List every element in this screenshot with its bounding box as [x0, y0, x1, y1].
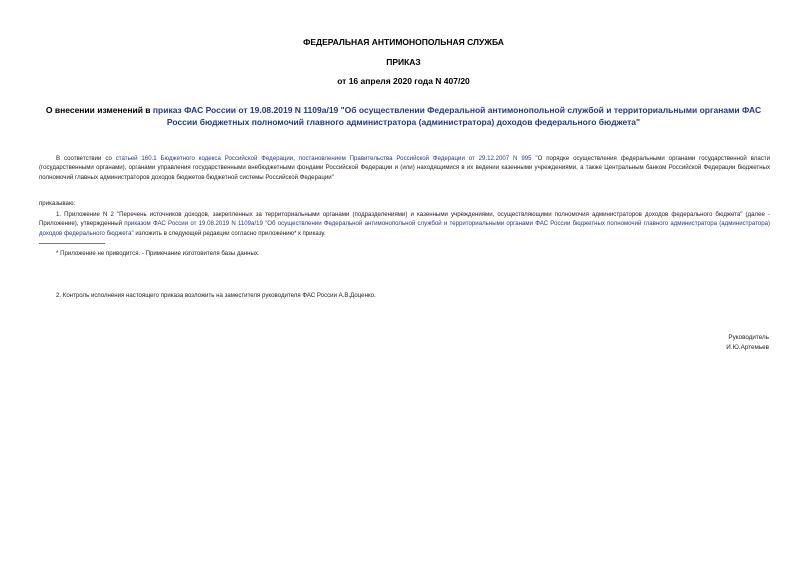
- document-type: ПРИКАЗ: [386, 57, 421, 67]
- document-title: [30, 104, 777, 128]
- item-1-paragraph: [39, 210, 770, 238]
- signature-position: Руководитель: [728, 334, 769, 341]
- preamble-link-budget-code[interactable]: статьей 160.1 Бюджетного кодекса Российской Федерации: [115, 155, 294, 162]
- preamble-link-resolution[interactable]: постановлением Правительства Российской Федерации от 29.12.2007 N 995: [298, 155, 532, 162]
- item-2-text: 2. Контроль исполнения настоящего приказа возложить на заместителя руководителя ФАС России А.В.Доценко.: [56, 292, 376, 299]
- footnote-divider: [39, 243, 105, 244]
- signature-name: И.Ю.Артемьев: [726, 344, 769, 351]
- item-1-link[interactable]: приказом ФАС России от 19.08.2019 N 1109а/19 "Об осуществлении Федеральной антимонопольной службой и территориальными органами ФАС России бюджетных полномочий главного администратора (администратора) доходов федерального бюджета": [39, 220, 770, 237]
- preamble-text-1: В соответствии со: [56, 155, 116, 162]
- item-1-text-2: изложить в следующей редакции согласно приложению* к приказу.: [133, 229, 326, 237]
- document-date-number: от 16 апреля 2020 года N 407/20: [337, 76, 470, 86]
- title-link[interactable]: приказ ФАС России от 19.08.2019 N 1109а/19 "Об осуществлении Федеральной антимонопольной службой и территориальными органами ФАС России бюджетных полномочий главного администратора (администратора) доходов федерального бюджета": [152, 105, 762, 127]
- item-2-paragraph: [39, 291, 770, 300]
- order-word: приказываю:: [39, 200, 76, 207]
- agency-name: ФЕДЕРАЛЬНАЯ АНТИМОНОПОЛЬНАЯ СЛУЖБА: [303, 37, 504, 47]
- preamble-text-2b: "О порядке осуществления федеральными органами государственной власти (государственными органами), органами управления государственными внебюджетными фондами Российской Федерации и (или) находящимися в их ведении казенными учреждениями, а также Центральным банком Российской Федерации бюджетных полномочий главных администраторов доходов бюджетов бюджетной системы Российской Федерации": [39, 155, 770, 181]
- preamble-paragraph: [39, 154, 770, 182]
- title-prefix: О внесении изменений в: [45, 105, 153, 115]
- item-1-text-1: 1. Приложение N 2 "Перечень источников доходов, закрепленных за территориальными органами (подразделениями) и казенными учреждениями, осуществляющими полномочия администраторов доходов федерального бюджета" (далее - Приложение), утвержденный: [39, 211, 770, 228]
- footnote: * Приложение не приводится. - Примечание изготовителя базы данных.: [56, 250, 260, 257]
- preamble-text-2: ,: [293, 155, 299, 162]
